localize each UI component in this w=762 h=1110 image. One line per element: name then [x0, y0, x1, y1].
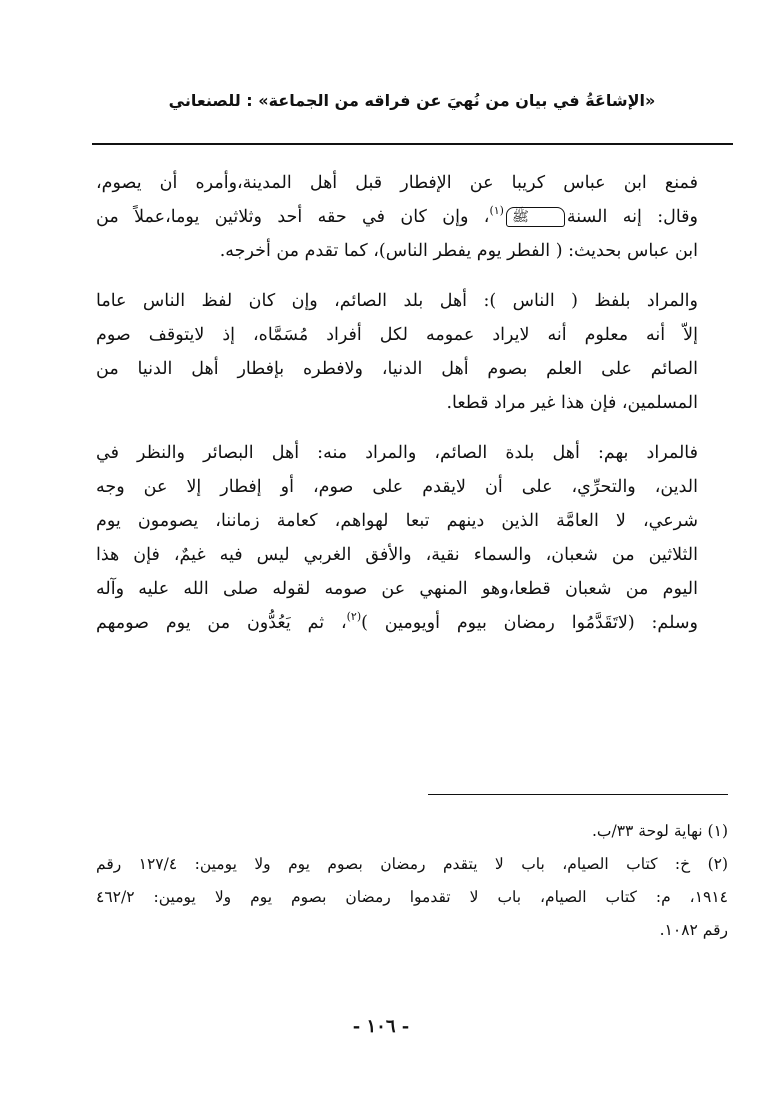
text-line: [96, 606, 728, 640]
text-line: المسلمين، فإن هذا غير مراد قطعا.: [446, 393, 698, 413]
text-line: اليوم من شعبان قطعا،وهو المنهي عن صومه لقوله صلى الله عليه وآله: [96, 579, 698, 599]
text-line: الثلاثين من شعبان، والسماء نقية، والأفق الغربي ليس فيه غيمٌ، فإن هذا: [96, 545, 698, 565]
paragraph-3: [96, 436, 728, 640]
text-line: ابن عباس بحديث: ( الفطر يوم يفطر الناس)، كما تقدم من أخرجه.: [219, 241, 698, 261]
page-number: - ١٠٦ -: [352, 1016, 410, 1037]
text-segment: وسلم: (لاتَقَدَّمُوا رمضان بيوم أويومين ): [361, 613, 698, 633]
paragraph-1: [96, 166, 728, 268]
footnote-divider: [428, 794, 728, 795]
footnote-2-line: ١٩١٤، م: كتاب الصيام، باب لا تقدموا رمضان بصوم يوم ولا يومين: ٤٦٢/٢: [96, 888, 728, 906]
text-line: فالمراد بهم: أهل بلدة الصائم، والمراد منه: أهل البصائر والنظر في: [96, 443, 698, 463]
footnote-ref-1: (١): [489, 204, 504, 217]
salutation-symbol-icon: ﷺ: [506, 207, 565, 227]
text-segment: ، ثم يَعُدُّون من يوم صومهم: [96, 613, 347, 633]
running-header-title: «الإشاعَةُ في بيان من نُهيَ عن فراقه من الجماعة» : للصنعاني: [168, 91, 656, 110]
footnote-1: (١) نهاية لوحة ٣٣/ب.: [591, 822, 728, 840]
footnotes: [96, 815, 728, 947]
text-line: الصائم على العلم بصوم أهل الدنيا، ولافطره بإفطار أهل الدنيا من: [96, 359, 698, 379]
footnote-2-line: رقم ١٠٨٢.: [659, 921, 728, 939]
header-divider: [92, 143, 733, 145]
running-header: [92, 88, 732, 114]
text-segment: ، وإن كان في حقه أحد وثلاثين يوما،عملاً من: [96, 207, 490, 227]
text-segment: وقال: إنه السنة: [566, 207, 698, 227]
footnote-ref-2: (٢): [346, 610, 362, 623]
footnote-2-line: (٢) خ: كتاب الصيام، باب لا يتقدم رمضان بصوم يوم ولا يومين: ١٢٧/٤ رقم: [96, 855, 729, 873]
paragraph-2: [96, 284, 728, 420]
text-line: إلاّ أنه معلوم أنه لايراد عمومه لكل أفراد مُسَمَّاه، إذ لايتوقف صوم: [96, 325, 698, 345]
text-line: والمراد بلفظ ( الناس ): أهل بلد الصائم، وإن كان لفظ الناس عاما: [96, 291, 698, 311]
text-line: شرعي، لا العامَّة الذين دينهم تبعا لهواهم، كعامة زماننا، يصومون يوم: [96, 511, 698, 531]
text-line: [96, 200, 728, 234]
text-line: فمنع ابن عباس كريبا عن الإفطار قبل أهل المدينة،وأمره أن يصوم،: [96, 173, 698, 193]
main-text: [96, 166, 728, 640]
text-line: الدين، والتحرِّي، على أن لايقدم على صوم، أو إفطار إلا عن وجه: [96, 477, 698, 497]
